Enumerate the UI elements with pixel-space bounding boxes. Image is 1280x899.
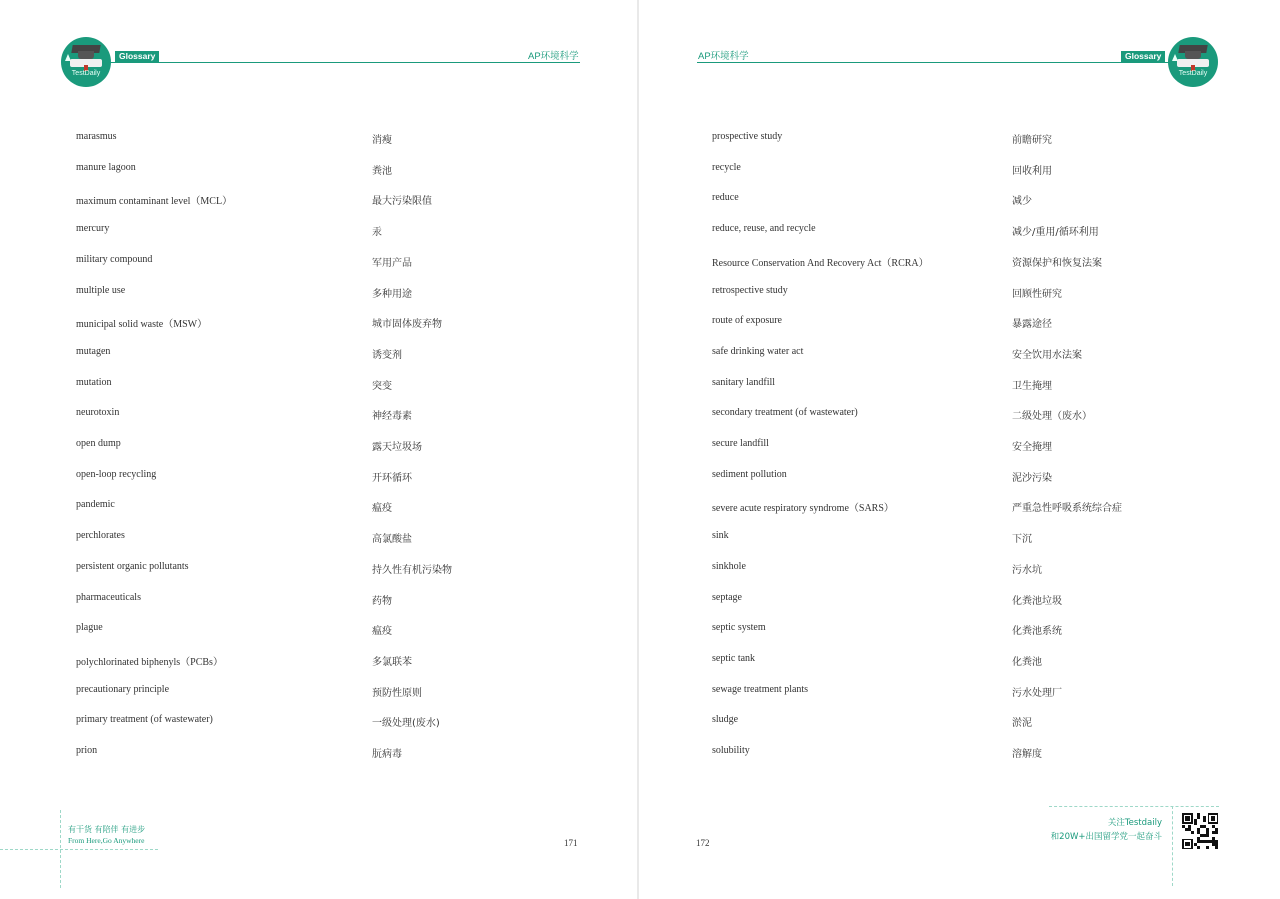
term-english: septic system — [712, 622, 766, 634]
testdaily-logo-icon — [61, 37, 111, 87]
term-chinese: 资源保护和恢复法案 — [1012, 257, 1102, 269]
term-english: septic tank — [712, 652, 756, 664]
term-english: mutagen — [76, 345, 111, 357]
term-english: marasmus — [76, 131, 117, 142]
term-english: municipal solid waste（MSW） — [76, 319, 208, 331]
term-chinese: 朊病毒 — [372, 749, 402, 760]
term-english: sinkhole — [712, 560, 746, 572]
term-english: pandemic — [76, 499, 115, 511]
term-chinese: 突变 — [372, 380, 392, 392]
follow-text: 关注Testdaily — [1107, 818, 1162, 828]
footer-dashed-vertical — [1172, 806, 1173, 886]
term-english: sewage treatment plants — [712, 683, 809, 695]
term-chinese: 消瘦 — [372, 135, 392, 146]
footer-dashed-rule — [1049, 806, 1219, 807]
term-chinese: 高氯酸盐 — [372, 534, 412, 546]
term-chinese: 污水坑 — [1012, 564, 1042, 576]
term-chinese: 最大污染限值 — [372, 196, 432, 208]
testdaily-logo-icon — [1168, 37, 1218, 87]
term-chinese: 严重急性呼吸系统综合症 — [1012, 503, 1122, 515]
term-english: pharmaceuticals — [76, 591, 141, 603]
term-chinese: 前瞻研究 — [1012, 135, 1052, 146]
term-english: sediment pollution — [712, 468, 787, 480]
term-chinese: 预防性原则 — [372, 687, 422, 699]
qr-code-icon[interactable] — [1182, 813, 1218, 849]
term-chinese: 化粪池系统 — [1012, 626, 1062, 638]
term-english: primary treatment (of wastewater) — [76, 714, 213, 726]
term-chinese: 卫生掩埋 — [1012, 380, 1052, 392]
term-english: sludge — [712, 714, 739, 726]
term-english: mutation — [76, 376, 112, 388]
term-chinese: 回收利用 — [1012, 165, 1052, 177]
term-chinese: 安全掩埋 — [1012, 442, 1052, 453]
term-chinese: 溶解度 — [1012, 749, 1042, 760]
page-number: 172 — [696, 838, 710, 848]
right-page — [639, 0, 1280, 899]
term-english: route of exposure — [712, 315, 782, 327]
term-chinese: 污水处理厂 — [1012, 687, 1062, 699]
term-english: polychlorinated biphenyls（PCBs） — [76, 656, 223, 668]
term-english: prospective study — [712, 131, 783, 142]
term-chinese: 安全饮用水法案 — [1012, 349, 1082, 361]
glossary-tag: Glossary — [1121, 51, 1165, 62]
term-chinese: 露天垃圾场 — [372, 442, 422, 453]
term-chinese: 汞 — [372, 227, 382, 239]
term-english: military compound — [76, 253, 153, 265]
term-chinese: 一级处理(废水) — [372, 718, 440, 730]
term-english: open-loop recycling — [76, 468, 157, 480]
term-english: multiple use — [76, 284, 126, 296]
term-chinese: 开环循环 — [372, 472, 412, 484]
logo-text: TestDaily — [1178, 70, 1208, 77]
term-english: sink — [712, 530, 729, 542]
follow-subtext: 和20W+出国留学党一起奋斗 — [1050, 832, 1162, 842]
term-chinese: 瘟疫 — [372, 626, 392, 638]
term-english: plague — [76, 622, 103, 634]
term-chinese: 泥沙污染 — [1012, 472, 1052, 484]
term-english: recycle — [712, 161, 741, 173]
term-english: secure landfill — [712, 438, 769, 449]
term-english: open dump — [76, 438, 121, 449]
term-chinese: 多种用途 — [372, 288, 412, 300]
slogan-en: From Here,Go Anywhere — [68, 836, 145, 845]
term-english: secondary treatment (of wastewater) — [712, 407, 858, 419]
term-chinese: 粪池 — [372, 165, 392, 177]
term-english: retrospective study — [712, 284, 788, 296]
footer-dashed-rule — [0, 849, 158, 850]
term-chinese: 药物 — [372, 595, 392, 607]
term-chinese: 下沉 — [1012, 534, 1032, 546]
term-chinese: 军用产品 — [372, 257, 412, 269]
term-english: perchlorates — [76, 530, 125, 542]
term-chinese: 淤泥 — [1012, 718, 1032, 730]
term-english: safe drinking water act — [712, 345, 804, 357]
header-rule — [697, 62, 1217, 63]
term-english: persistent organic pollutants — [76, 560, 189, 572]
header-rule — [108, 62, 580, 63]
term-chinese: 持久性有机污染物 — [372, 564, 452, 576]
term-chinese: 城市固体废弃物 — [372, 319, 442, 331]
page-number: 171 — [564, 838, 578, 848]
term-chinese: 化粪池 — [1012, 656, 1042, 668]
term-english: neurotoxin — [76, 407, 120, 419]
left-page — [0, 0, 637, 899]
term-english: reduce — [712, 192, 739, 204]
term-chinese: 二级处理（废水） — [1012, 411, 1092, 423]
subject-title: AP环境科学 — [698, 51, 749, 62]
term-chinese: 减少/重用/循环利用 — [1012, 227, 1099, 239]
term-chinese: 神经毒素 — [372, 411, 412, 423]
glossary-tag: Glossary — [115, 51, 159, 62]
term-chinese: 诱变剂 — [372, 349, 402, 361]
term-english: Resource Conservation And Recovery Act（RCRA） — [712, 257, 929, 269]
term-english: manure lagoon — [76, 161, 136, 173]
term-chinese: 减少 — [1012, 196, 1032, 208]
term-english: solubility — [712, 745, 750, 756]
footer-dashed-vertical — [60, 810, 61, 888]
term-chinese: 暴露途径 — [1012, 319, 1052, 331]
term-english: mercury — [76, 223, 110, 235]
term-chinese: 瘟疫 — [372, 503, 392, 515]
term-chinese: 回顾性研究 — [1012, 288, 1062, 300]
term-english: prion — [76, 745, 98, 756]
term-english: septage — [712, 591, 742, 603]
term-english: sanitary landfill — [712, 376, 776, 388]
term-chinese: 化粪池垃圾 — [1012, 595, 1062, 607]
logo-text: TestDaily — [71, 70, 101, 77]
subject-title: AP环境科学 — [528, 51, 579, 62]
term-english: precautionary principle — [76, 683, 170, 695]
term-english: reduce, reuse, and recycle — [712, 223, 816, 235]
term-english: maximum contaminant level（MCL） — [76, 196, 233, 208]
slogan-cn: 有干货 有陪伴 有进步 — [68, 825, 146, 834]
term-english: severe acute respiratory syndrome（SARS） — [712, 503, 894, 515]
term-chinese: 多氯联苯 — [372, 656, 412, 668]
